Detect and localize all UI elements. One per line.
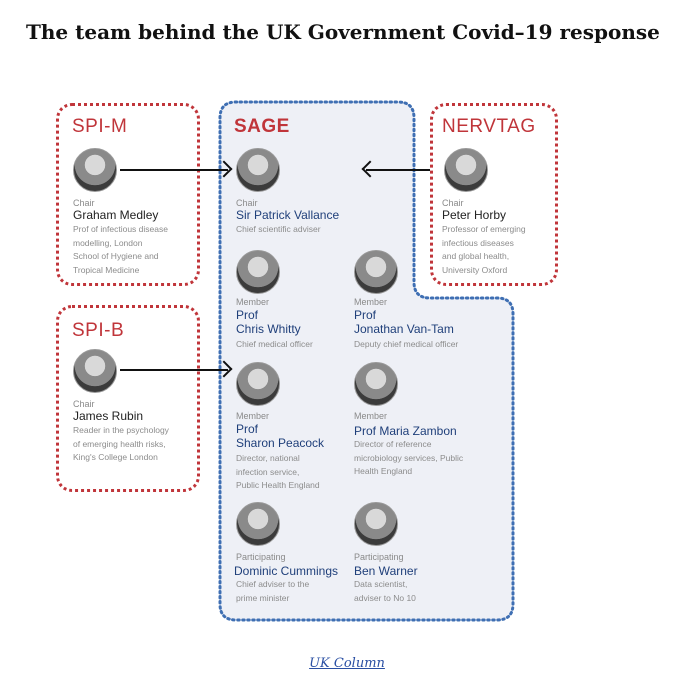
spib-chair-desc: Reader in the psychology of emerging health risks, King's College London: [73, 425, 169, 462]
warner-name: Ben Warner: [354, 564, 418, 578]
spib-chair-name: James Rubin: [73, 409, 144, 423]
spib-chair-role: Chair: [73, 399, 95, 409]
nervtag-label: NERVTAG: [442, 116, 536, 137]
warner-desc: Data scientist, adviser to No 10: [354, 579, 416, 603]
peter-horby-photo: [444, 148, 488, 192]
peacock-desc: Director, national infection service, Public Health England: [236, 453, 320, 490]
patrick-vallance-photo: [236, 148, 280, 192]
whitty-role: Member: [236, 297, 270, 307]
peacock-name-title: Prof: [236, 422, 259, 436]
zambon-role: Member: [354, 411, 388, 421]
sage-chair-desc: Chief scientific adviser: [236, 224, 321, 234]
sage-chair-role: Chair: [236, 198, 258, 208]
graham-medley-photo: [73, 148, 117, 192]
spim-label: SPI-M: [72, 116, 128, 137]
chris-whitty-photo: [236, 250, 280, 294]
zambon-desc: Director of reference microbiology services, Public Health England: [354, 439, 464, 476]
whitty-name-title: Prof: [236, 308, 259, 322]
warner-role: Participating: [354, 552, 404, 562]
zambon-name: Prof Maria Zambon: [354, 424, 457, 438]
cummings-desc: Chief adviser to the prime minister: [236, 579, 310, 603]
sharon-peacock-photo: [236, 362, 280, 406]
spib-label: SPI-B: [72, 320, 125, 341]
jonathan-van-tam-photo: [354, 250, 398, 294]
sage-chair-name: Sir Patrick Vallance: [236, 208, 340, 222]
vantam-role: Member: [354, 297, 388, 307]
peacock-role: Member: [236, 411, 270, 421]
ben-warner-photo: [354, 502, 398, 546]
nervtag-to-sage-arrow: [366, 169, 430, 171]
nervtag-chair-desc: Professor of emerging infectious diseases and global health, University Oxford: [442, 224, 526, 275]
spim-to-sage-arrow: [120, 169, 228, 171]
whitty-desc: Chief medical officer: [236, 339, 313, 349]
vantam-name: Jonathan Van-Tam: [354, 322, 454, 336]
cummings-name: Dominic Cummings: [234, 564, 339, 578]
nervtag-chair-role: Chair: [442, 198, 464, 208]
spim-chair-role: Chair: [73, 198, 95, 208]
james-rubin-photo: [73, 349, 117, 393]
page-title: The team behind the UK Government Covid–19 response: [26, 20, 660, 44]
vantam-name-title: Prof: [354, 308, 377, 322]
source-link[interactable]: UK Column: [309, 656, 385, 671]
dominic-cummings-photo: [236, 502, 280, 546]
nervtag-chair-name: Peter Horby: [442, 208, 507, 222]
cummings-role: Participating: [236, 552, 286, 562]
spim-chair-name: Graham Medley: [73, 208, 159, 222]
whitty-name: Chris Whitty: [236, 322, 301, 336]
spim-chair-desc: Prof of infectious disease modelling, London School of Hygiene and Tropical Medicine: [73, 224, 168, 275]
spib-to-sage-arrow: [120, 369, 228, 371]
sage-label: SAGE: [234, 116, 290, 137]
maria-zambon-photo: [354, 362, 398, 406]
peacock-name: Sharon Peacock: [236, 436, 325, 450]
vantam-desc: Deputy chief medical officer: [354, 339, 459, 349]
